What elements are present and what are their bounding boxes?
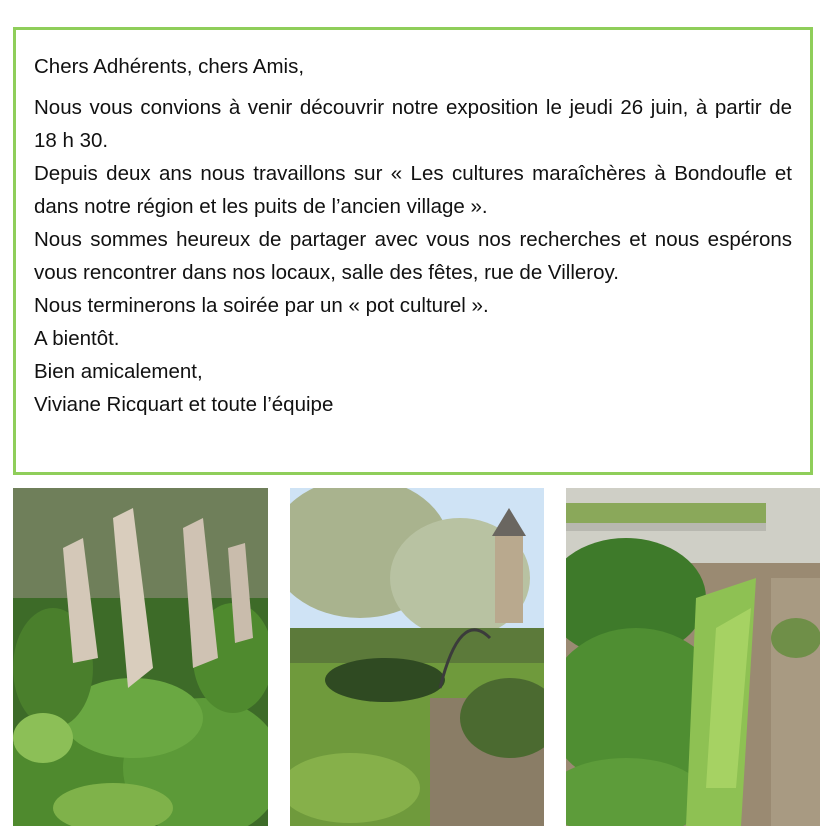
- letter-farewell: A bientôt.: [34, 327, 120, 350]
- letter-paragraph-closing: Nous terminerons la soirée par un « pot culturel ».: [34, 294, 489, 317]
- letter-paragraph-invitation: Nous vous convions à venir découvrir notre exposition le jeudi 26 juin, à partir de 18 h 30.: [34, 96, 792, 152]
- vegetable-beds-photo: [566, 488, 820, 826]
- church-garden-photo: [290, 488, 544, 826]
- acanthus-flowers-photo: [13, 488, 268, 826]
- letter-box: [13, 27, 813, 475]
- letter-paragraph-research: Nous sommes heureux de partager avec vous nos recherches et nous espérons vous rencontrer dans nos locaux, salle des fêtes, rue de Villeroy.: [34, 228, 792, 284]
- letter-greeting: Chers Adhérents, chers Amis,: [34, 55, 305, 78]
- letter-paragraph-theme: Depuis deux ans nous travaillons sur « Les cultures maraîchères à Bondoufle et dans notre région et les puits de l’ancien village ».: [34, 162, 792, 218]
- letter-signature: Viviane Ricquart et toute l’équipe: [34, 393, 334, 416]
- letter-salutation: Bien amicalement,: [34, 360, 203, 383]
